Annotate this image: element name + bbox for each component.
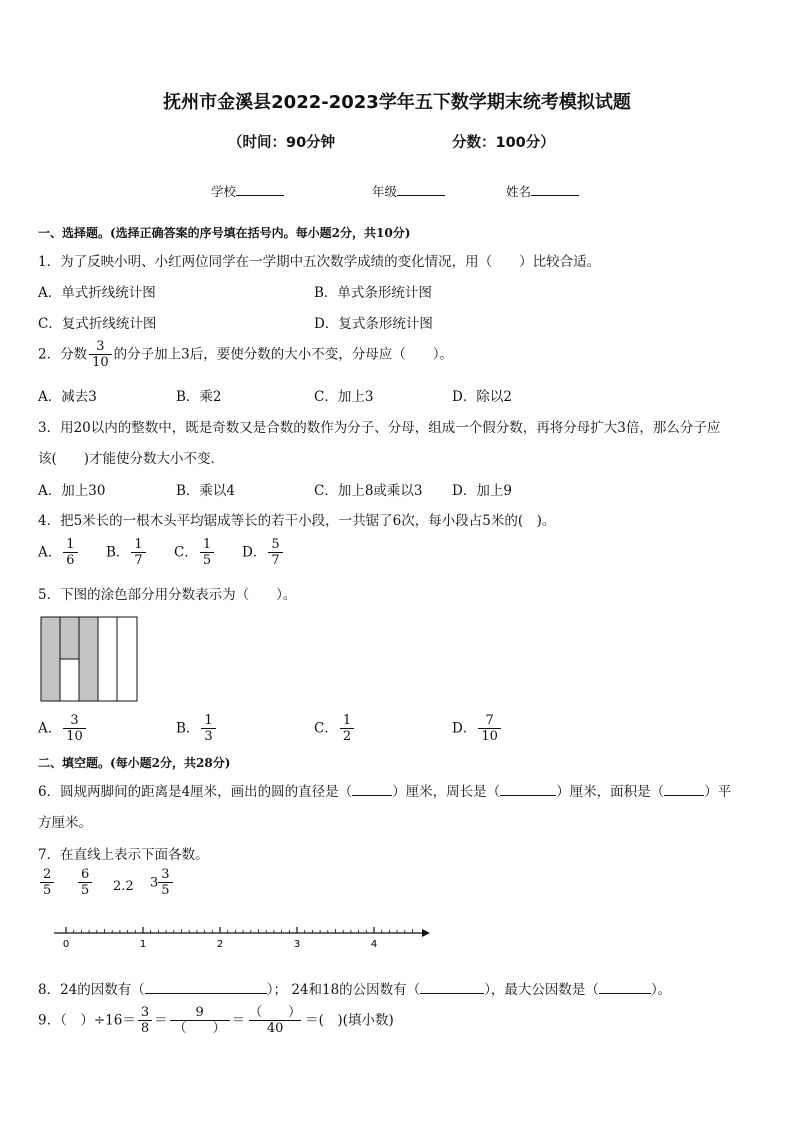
q7-fraction-2-5 (38, 868, 56, 898)
numerator: 1 (202, 537, 212, 552)
q8-part-4: ）。 (650, 982, 672, 998)
question-5: 5．下图的涂色部分用分数表示为（ ）。 (38, 587, 297, 603)
numerator: 3 (161, 867, 170, 882)
q5-option-a-fraction (63, 714, 86, 744)
grade-label: 年级 (372, 184, 398, 199)
question-3-line-2: 该( )才能使分数大小不变． (38, 451, 225, 467)
numerator-blank[interactable]: （ ） (249, 1005, 302, 1020)
denominator: 5 (158, 882, 172, 898)
q7-decimal-2-2: 2.2 (113, 879, 134, 894)
q6-area-blank[interactable] (664, 795, 704, 796)
question-4: 4．把5米长的一根木头平均锯成等长的若干小段，一共锯了6次，每小段占5米的( )。 (38, 513, 556, 529)
q7-fraction-6-5 (76, 868, 94, 898)
number-line-arrow (422, 929, 430, 937)
q8-common-factors-blank[interactable] (420, 993, 484, 994)
q4-option-d[interactable] (242, 538, 285, 568)
numerator: 2 (43, 867, 52, 882)
q2-option-c[interactable]: C．加上3 (314, 389, 374, 405)
numerator: 1 (66, 537, 75, 552)
q6-part-1: 6．圆规两脚间的距离是4厘米，画出的圆的直径是（ (38, 784, 353, 800)
question-2 (38, 340, 453, 370)
q2-frac-numerator: 3 (96, 339, 105, 354)
q4-option-b-fraction (131, 538, 145, 568)
question-7: 7．在直线上表示下面各数。 (38, 847, 209, 863)
denominator: 3 (201, 728, 215, 744)
q7-number-line[interactable] (50, 922, 435, 952)
q9-pre: 9．（ ）÷16＝ (38, 1012, 136, 1029)
q5-option-a-label: A． (38, 720, 62, 737)
numerator: 5 (271, 537, 280, 552)
denominator: 10 (478, 728, 501, 744)
q1-option-d[interactable]: D．复式条形统计图 (314, 316, 433, 332)
denominator: 10 (63, 728, 86, 744)
q8-part-1: 8．24的因数有（ (38, 982, 145, 998)
denominator: 2 (340, 728, 354, 744)
numerator: 1 (204, 713, 213, 728)
school-label: 学校 (211, 184, 237, 199)
numerator: 7 (485, 713, 494, 728)
q1-option-b[interactable]: B．单式条形统计图 (314, 285, 432, 301)
question-1: 1．为了反映小明、小红两位同学在一学期中五次数学成绩的变化情况，用（ ）比较合适。 (38, 254, 601, 270)
question-9: 9．（ ）÷16＝ $\frac{3}{8}$ ＝ $\frac{9}{( )}$ ＝ $\frac{( )}{40}$ ＝( )(填小数) (38, 1005, 394, 1036)
score-label: 分数：100分） (452, 135, 555, 151)
denominator: 8 (138, 1020, 152, 1036)
tick-label: 4 (370, 939, 378, 950)
q2-fraction (89, 340, 112, 370)
numerator: 1 (134, 537, 143, 552)
numerator: 1 (342, 713, 352, 728)
section-2-heading: 二、填空题。(每小题2分，共28分) (38, 756, 231, 770)
grade-field[interactable] (372, 182, 445, 200)
q5-option-d-label: D． (452, 720, 477, 737)
denominator: 7 (268, 552, 282, 568)
denominator: 6 (63, 552, 77, 568)
q2-option-a[interactable]: A．减去3 (38, 389, 97, 405)
q4-option-d-fraction (268, 538, 282, 568)
q5-option-c-label: C． (314, 720, 338, 737)
q6-part-4: ）平 (704, 784, 732, 800)
grade-blank[interactable] (397, 195, 445, 196)
q5-shaded-rectangle-figure (40, 616, 138, 702)
q5-option-b[interactable] (176, 714, 218, 744)
denominator: 40 (249, 1020, 301, 1036)
page-title: 抚州市金溪县2022-2023学年五下数学期末统考模拟试题 (163, 92, 631, 113)
numerator: 3 (140, 1005, 150, 1020)
q5-option-a[interactable] (38, 714, 88, 744)
school-field[interactable] (211, 182, 284, 200)
denominator: 5 (78, 882, 92, 898)
q2-frac-denominator: 10 (89, 354, 112, 370)
q2-option-d[interactable]: D．除以2 (452, 389, 512, 405)
q3-option-a[interactable]: A．加上30 (38, 483, 106, 499)
q5-option-b-label: B． (176, 720, 200, 737)
q6-diameter-blank[interactable] (352, 795, 392, 796)
q1-option-a[interactable]: A．单式折线统计图 (38, 285, 156, 301)
q1-option-c[interactable]: C．复式折线统计图 (38, 316, 157, 332)
shaded-column-1 (41, 617, 60, 701)
name-field[interactable] (506, 182, 579, 200)
tick-label: 2 (216, 939, 224, 950)
tick-label: 1 (139, 939, 147, 950)
q6-part-2: ）厘米，周长是（ (392, 784, 501, 800)
q2-option-b[interactable]: B．乘2 (176, 389, 222, 405)
shaded-column-3 (79, 617, 98, 701)
denominator: 7 (131, 552, 145, 568)
school-blank[interactable] (236, 195, 284, 196)
question-8 (38, 978, 671, 998)
q2-post: 的分子加上3后，要使分数的大小不变，分母应（ ）。 (113, 346, 453, 363)
q5-option-b-fraction (201, 714, 215, 744)
shaded-half-column-2 (60, 617, 79, 659)
q4-option-c[interactable] (174, 538, 216, 568)
q4-option-c-label: C． (174, 544, 198, 561)
q4-option-b-label: B． (106, 544, 130, 561)
q5-option-c[interactable] (314, 714, 356, 744)
q4-option-a-fraction (63, 538, 77, 568)
q4-option-a[interactable] (38, 538, 80, 568)
denominator: 5 (40, 882, 54, 898)
question-6-line-2: 方厘米。 (38, 815, 92, 831)
whole-part: 3 (150, 875, 159, 891)
numerator: 6 (81, 867, 90, 882)
name-label: 姓名 (506, 184, 532, 199)
q4-option-d-label: D． (242, 544, 267, 561)
denominator: 5 (200, 552, 214, 568)
q4-option-a-label: A． (38, 544, 62, 561)
question-3-line-1: 3．用20以内的整数中，既是奇数又是合数的数作为分子、分母，组成一个假分数，再将分母扩大3倍，那么分子应 (38, 420, 721, 436)
numerator: 9 (195, 1005, 204, 1020)
q4-option-b[interactable] (106, 538, 148, 568)
q8-part-2: ）； 24和18的公因数有（ (266, 982, 421, 998)
name-blank[interactable] (531, 195, 579, 196)
q4-option-c-fraction (200, 538, 214, 568)
section-1-heading: 一、选择题。(选择正确答案的序号填在括号内。每小题2分，共10分) (38, 226, 411, 240)
q3-option-c[interactable]: C．加上8或乘以3 (314, 483, 423, 499)
question-6 (38, 780, 731, 800)
q9-post: ＝( )(填小数) (305, 1012, 394, 1029)
q8-part-3: ），最大公因数是（ (484, 982, 599, 998)
numerator: 3 (70, 713, 79, 728)
q8-factors-blank[interactable] (145, 993, 267, 994)
tick-label: 3 (293, 939, 301, 950)
q2-pre: 2．分数 (38, 346, 88, 363)
q5-option-d-fraction (478, 714, 501, 744)
q5-option-d[interactable] (452, 714, 503, 744)
q7-mixed-number (150, 868, 175, 898)
q3-option-b[interactable]: B．乘以4 (176, 483, 236, 499)
q6-part-3: ）厘米，面积是（ (556, 784, 665, 800)
q8-gcf-blank[interactable] (599, 993, 651, 994)
q6-circumference-blank[interactable] (500, 795, 556, 796)
q5-option-c-fraction (340, 714, 354, 744)
denominator-blank[interactable]: （ ） (170, 1020, 230, 1036)
q3-option-d[interactable]: D．加上9 (452, 483, 512, 499)
time-label: （时间：90分钟 (228, 135, 336, 151)
tick-label: 0 (62, 939, 70, 950)
